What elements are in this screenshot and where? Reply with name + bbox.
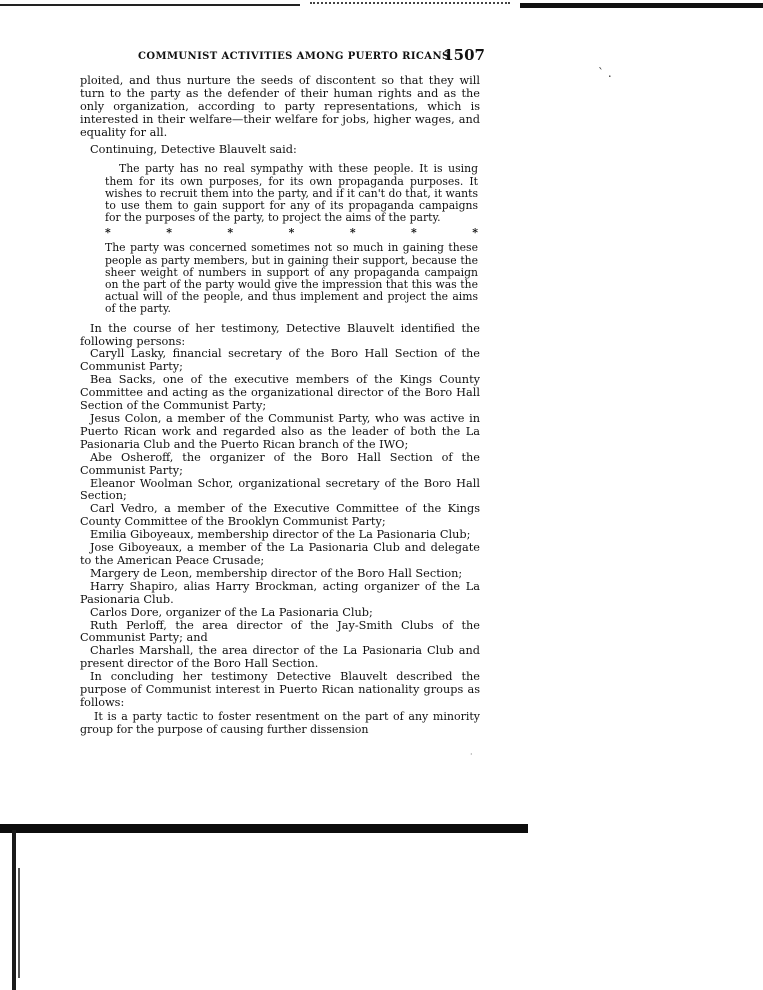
person-entry: Harry Shapiro, alias Harry Brockman, acting organizer of the La Pasionaria Club. [80, 579, 480, 606]
page-header [120, 46, 485, 66]
persons-list [80, 348, 480, 671]
person-entry: Jesus Colon, a member of the Communist Party, who was active in Puerto Rican work and regarded also as the leader of both the La Pasionaria Club and the Puerto Rican branch of the IWO; [80, 412, 480, 451]
star: * [349, 226, 356, 240]
person-entry: Caryll Lasky, financial secretary of the Boro Hall Section of the Communist Party; [80, 347, 480, 374]
page-number: 1507 [443, 46, 485, 64]
person-entry: Margery de Leon, membership director of the Boro Hall Section; [90, 566, 463, 580]
block-quote-3: It is a party tactic to foster resentment on the part of any minority group for the purpose of causing further dissension [80, 709, 480, 736]
page-body [80, 75, 480, 736]
paragraph-conclusion: In concluding her testimony Detective Blauvelt described the purpose of Communist interest in Puerto Rican nationality groups as follows: [80, 670, 480, 709]
person-entry: Emilia Giboyeaux, membership director of the La Pasionaria Club; [90, 528, 471, 542]
star: * [288, 226, 295, 240]
star: * [411, 226, 417, 240]
person-entry: Jose Giboyeaux, a member of the La Pasionaria Club and delegate to the American Peace Crusade; [80, 541, 480, 567]
top-rule-dots [310, 2, 510, 6]
star: * [227, 226, 234, 240]
person-entry: Ruth Perloff, the area director of the Jay-Smith Clubs of the Communist Party; and [80, 618, 480, 645]
paragraph-persons-intro: In the course of her testimony, Detective Blauvelt identified the following persons: [80, 321, 480, 348]
person-entry: Eleanor Woolman Schor, organizational secretary of the Boro Hall Section; [80, 476, 480, 503]
scan-specks: · [470, 750, 473, 759]
left-scan-edge-inner [18, 868, 20, 978]
paragraph-intro-quote: Continuing, Detective Blauvelt said: [90, 142, 297, 156]
top-scan-rule [0, 0, 763, 10]
top-rule-right [520, 3, 763, 8]
person-entry: Abe Osheroff, the organizer of the Boro Hall Section of the Communist Party; [80, 450, 480, 477]
star: * [105, 226, 111, 240]
running-title: COMMUNIST ACTIVITIES AMONG PUERTO RICANS [138, 51, 450, 62]
star: * [472, 226, 478, 240]
stray-mark: ` . [598, 66, 612, 80]
person-entry: Carl Vedro, a member of the Executive Committee of the Kings County Committee of the Brooklyn Communist Party; [80, 502, 480, 529]
person-entry: Carlos Dore, organizer of the La Pasionaria Club; [90, 605, 373, 619]
block-quote-1: The party has no real sympathy with these people. It is using them for its own purposes, for its own propaganda purposes. It wishes to recruit them into the party, and if it can't do that, it wants to use them to gain support for any of its propaganda campaigns for the purposes of the party, to project the aims of the party. [105, 162, 478, 225]
left-scan-edge [12, 830, 16, 990]
person-entry: Charles Marshall, the area director of the La Pasionaria Club and present director of the Boro Hall Section. [80, 644, 480, 671]
block-quote-2: The party was concerned sometimes not so much in gaining these people as party members, but in gaining their support, because the sheer weight of numbers in support of any propaganda campaign on the part of the party would give the impression that this was the actual will of the people, and thus implement and project the aims of the party. [105, 241, 478, 316]
bottom-scan-bar [0, 824, 528, 833]
ellipsis-stars [105, 227, 478, 239]
top-rule-left [0, 4, 300, 6]
paragraph-continued: ploited, and thus nurture the seeds of discontent so that they will turn to the party as the defender of their human rights and as the only organization, according to party representations, which is interested in their welfare—their welfare for jobs, higher wages, and equality for all. [80, 74, 480, 139]
person-entry: Bea Sacks, one of the executive members of the Kings County Committee and acting as the organizational director of the Boro Hall Section of the Communist Party; [80, 373, 480, 413]
star: * [166, 226, 172, 240]
